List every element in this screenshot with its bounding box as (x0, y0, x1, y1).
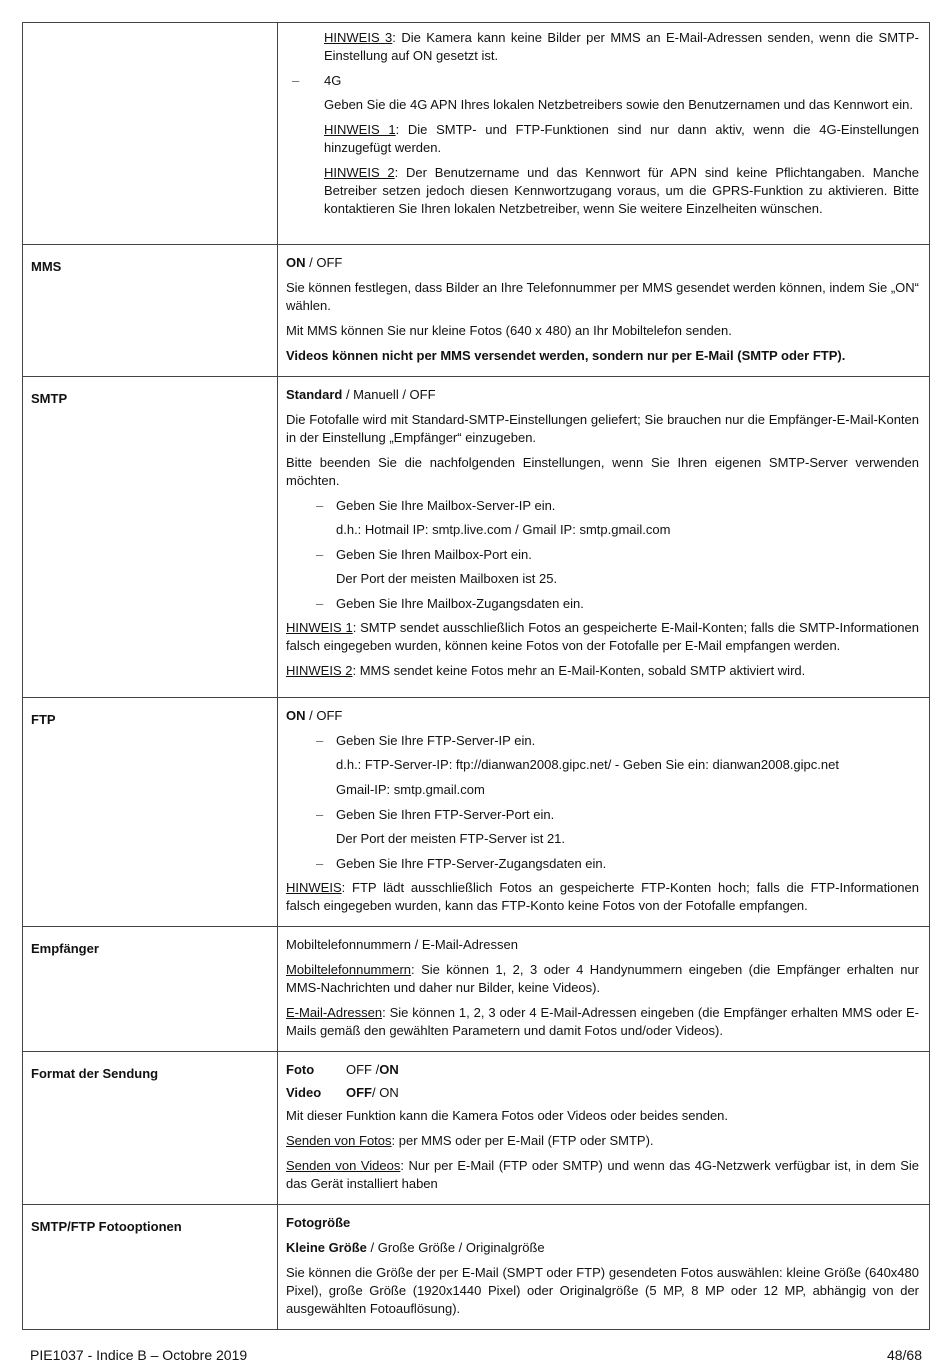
table-row (23, 1205, 930, 1330)
recipient-email-text: : Sie können 1, 2, 3 oder 4 E-Mail-Adressen eingeben (die Empfänger erhalten MMS oder E-Mails gemäß den gewählten Parametern und damit Fotos und/oder Videos). (286, 1005, 919, 1038)
format-video-off: OFF (346, 1085, 372, 1100)
format-foto-key: Foto (286, 1062, 315, 1077)
smtp-hinweis-2-text: : MMS sendet keine Fotos mehr an E-Mail-Konten, sobald SMTP aktiviert wird. (352, 663, 806, 678)
smtp-step-3: Geben Sie Ihre Mailbox-Zugangsdaten ein. (336, 596, 584, 611)
recipient-options: Mobiltelefonnummern / E-Mail-Adressen (286, 937, 518, 952)
smtp-content (278, 377, 930, 698)
dash-marker: – (292, 73, 300, 88)
format-content (278, 1052, 930, 1205)
format-label: Format der Sendung (23, 1052, 278, 1205)
hinweis-2-text: : Der Benutzername und das Kennwort für APN sind keine Pflichtangaben. Manche Betreiber setzen jedoch diesen Kennwortzugang voraus, um die GPRS-Funktion zu aktivieren. Bitte kontaktieren Sie Ihren lokalen Netzbetreiber, wenn Sie weitere Einzelheiten wünschen. (324, 165, 919, 216)
table-row (23, 927, 930, 1052)
ftp-label: FTP (23, 698, 278, 927)
format-send-photos (286, 1132, 919, 1150)
table-row (23, 245, 930, 377)
format-foto-off: OFF / (346, 1062, 380, 1077)
smtp-step-1-detail: d.h.: Hotmail IP: smtp.live.com / Gmail IP: smtp.gmail.com (336, 522, 671, 537)
table-row (23, 23, 930, 245)
list-item (316, 546, 919, 564)
ftp-content (278, 698, 930, 927)
ftp-option-rest: / OFF (305, 708, 343, 723)
format-foto-row (286, 1061, 919, 1079)
photo-options-sizes (286, 1239, 919, 1257)
list-item (292, 72, 919, 90)
photo-option-small: Kleine Größe (286, 1240, 367, 1255)
smtp-step-1: Geben Sie Ihre Mailbox-Server-IP ein. (336, 498, 556, 513)
mms-label: MMS (23, 245, 278, 377)
mms-paragraph-1: Sie können festlegen, dass Bilder an Ihre Telefonnummer per MMS gesendet werden können, indem Sie „ON“ wählen. (286, 280, 919, 313)
hinweis-3-note (324, 29, 919, 65)
smtp-options (286, 386, 919, 404)
smtp-hinweis-1-text: : SMTP sendet ausschließlich Fotos an gespeicherte E-Mail-Konten; falls die SMTP-Informationen falsch eingegeben wurden, können keine Fotos von der Fotofalle per E-Mail empfangen werden. (286, 620, 919, 653)
ftp-option-on: ON (286, 708, 306, 723)
hinweis-3-text: : Die Kamera kann keine Bilder per MMS an E-Mail-Adressen senden, wenn die SMTP-Einstellung auf ON gesetzt ist. (324, 30, 919, 63)
ftp-hinweis-text: : FTP lädt ausschließlich Fotos an gespeicherte FTP-Konten hoch; falls die FTP-Informationen falsch eingegeben wurden, kann das FTP-Konto keine Fotos von der Fotofalle empfangen. (286, 880, 919, 913)
format-video-rest: / ON (372, 1085, 399, 1100)
photo-options-label: SMTP/FTP Fotooptionen (23, 1205, 278, 1330)
ftp-step-2-detail: Der Port der meisten FTP-Server ist 21. (336, 831, 566, 846)
settings-table (22, 22, 930, 1330)
smtp-paragraph-2: Bitte beenden Sie die nachfolgenden Einstellungen, wenn Sie Ihren eigenen SMTP-Server verwenden möchten. (286, 455, 919, 488)
dash-marker: – (316, 856, 324, 871)
format-send-videos-label: Senden von Videos (286, 1158, 401, 1173)
format-send-videos-text: : Nur per E-Mail (FTP oder SMTP) und wenn das 4G-Netzwerk verfügbar ist, in dem Sie das Gerät installiert haben (286, 1158, 919, 1191)
ftp-options (286, 707, 919, 725)
ftp-step-1: Geben Sie Ihre FTP-Server-IP ein. (336, 733, 536, 748)
smtp-paragraph-1: Die Fotofalle wird mit Standard-SMTP-Einstellungen geliefert; Sie brauchen nur die Empfänger-E-Mail-Konten in der Einstellung „Empfänger“ einzugeben. (286, 412, 919, 445)
dash-marker: – (316, 596, 324, 611)
photo-option-rest: / Große Größe / Originalgröße (366, 1240, 545, 1255)
mms-option-on: ON (286, 255, 306, 270)
table-row (23, 1052, 930, 1205)
hinweis-3-label: HINWEIS 3 (324, 30, 393, 45)
recipient-email-label: E-Mail-Adressen (286, 1005, 383, 1020)
ftp-step-3: Geben Sie Ihre FTP-Server-Zugangsdaten ein. (336, 856, 607, 871)
dash-marker: – (316, 733, 324, 748)
4g-hinweis-1 (324, 121, 919, 157)
format-foto-on: ON (379, 1062, 399, 1077)
table-row (23, 698, 930, 927)
footer-document-id: PIE1037 - Indice B – Octobre 2019 (30, 1347, 248, 1363)
4g-hinweis-2 (324, 164, 919, 218)
mms-content (278, 245, 930, 377)
list-item (316, 595, 919, 613)
smtp-step-2: Geben Sie Ihren Mailbox-Port ein. (336, 547, 532, 562)
hinweis-1-text: : Die SMTP- und FTP-Funktionen sind nur dann aktiv, wenn die 4G-Einstellungen hinzugefügt werden. (324, 122, 919, 155)
smtp-hinweis-2-label: HINWEIS 2 (286, 663, 353, 678)
mms-paragraph-2: Mit MMS können Sie nur kleine Fotos (640 x 480) an Ihr Mobiltelefon senden. (286, 323, 732, 338)
footer-page-number: 48/68 (886, 1347, 922, 1363)
photo-options-content (278, 1205, 930, 1330)
recipient-label: Empfänger (23, 927, 278, 1052)
dash-marker: – (316, 498, 324, 513)
recipient-mobile (286, 961, 919, 997)
ftp-step-1-detail-1: d.h.: FTP-Server-IP: ftp://dianwan2008.gipc.net/ - Geben Sie ein: dianwan2008.gipc.net (336, 757, 839, 772)
mms-option-rest: / OFF (305, 255, 343, 270)
mms-paragraph-3: Videos können nicht per MMS versendet werden, sondern nur per E-Mail (SMTP oder FTP). (286, 348, 846, 363)
dash-marker: – (316, 547, 324, 562)
ftp-hinweis-label: HINWEIS (286, 880, 342, 895)
format-send-videos (286, 1157, 919, 1193)
list-item (316, 855, 919, 873)
format-video-row (286, 1084, 919, 1102)
4g-title: 4G (324, 73, 342, 88)
hinweis-2-label: HINWEIS 2 (324, 165, 395, 180)
list-item (316, 497, 919, 515)
ftp-step-2: Geben Sie Ihren FTP-Server-Port ein. (336, 807, 555, 822)
list-item (316, 806, 919, 824)
hinweis-1-label: HINWEIS 1 (324, 122, 396, 137)
mms-options (286, 254, 919, 272)
format-video-key: Video (286, 1085, 322, 1100)
smtp-label: SMTP (23, 377, 278, 698)
continued-label-cell (23, 23, 278, 245)
dash-marker: – (316, 807, 324, 822)
format-send-photos-text: : per MMS oder per E-Mail (FTP oder SMTP). (391, 1133, 654, 1148)
smtp-hinweis-1 (286, 619, 919, 655)
format-send-photos-label: Senden von Fotos (286, 1133, 392, 1148)
ftp-hinweis (286, 879, 919, 915)
recipient-content (278, 927, 930, 1052)
recipient-mobile-text: : Sie können 1, 2, 3 oder 4 Handynummern eingeben (die Empfänger erhalten nur MMS-Nachrichten und daher nur Bilder, keine Videos). (286, 962, 919, 995)
smtp-step-2-detail: Der Port der meisten Mailboxen ist 25. (336, 571, 558, 586)
4g-description: Geben Sie die 4G APN Ihres lokalen Netzbetreibers sowie den Benutzernamen und das Kennwort ein. (324, 97, 913, 112)
smtp-option-standard: Standard (286, 387, 343, 402)
recipient-email (286, 1004, 919, 1040)
recipient-mobile-label: Mobiltelefonnummern (286, 962, 412, 977)
photo-options-paragraph: Sie können die Größe der per E-Mail (SMPT oder FTP) gesendeten Fotos auswählen: kleine Größe (640x480 Pixel), große Größe (1920x1440 Pixel) oder Originalgröße (5 MP, 8 MP oder 12 MP, abhängig von der ausgewählten Fotoauflösung). (286, 1265, 919, 1316)
table-row (23, 377, 930, 698)
continued-content-cell (278, 23, 930, 245)
smtp-hinweis-2 (286, 662, 919, 680)
ftp-step-1-detail-2: Gmail-IP: smtp.gmail.com (336, 782, 485, 797)
smtp-hinweis-1-label: HINWEIS 1 (286, 620, 353, 635)
format-paragraph-1: Mit dieser Funktion kann die Kamera Fotos oder Videos oder beides senden. (286, 1108, 729, 1123)
smtp-option-rest: / Manuell / OFF (342, 387, 436, 402)
list-item (316, 732, 919, 750)
photo-options-title: Fotogröße (286, 1215, 351, 1230)
